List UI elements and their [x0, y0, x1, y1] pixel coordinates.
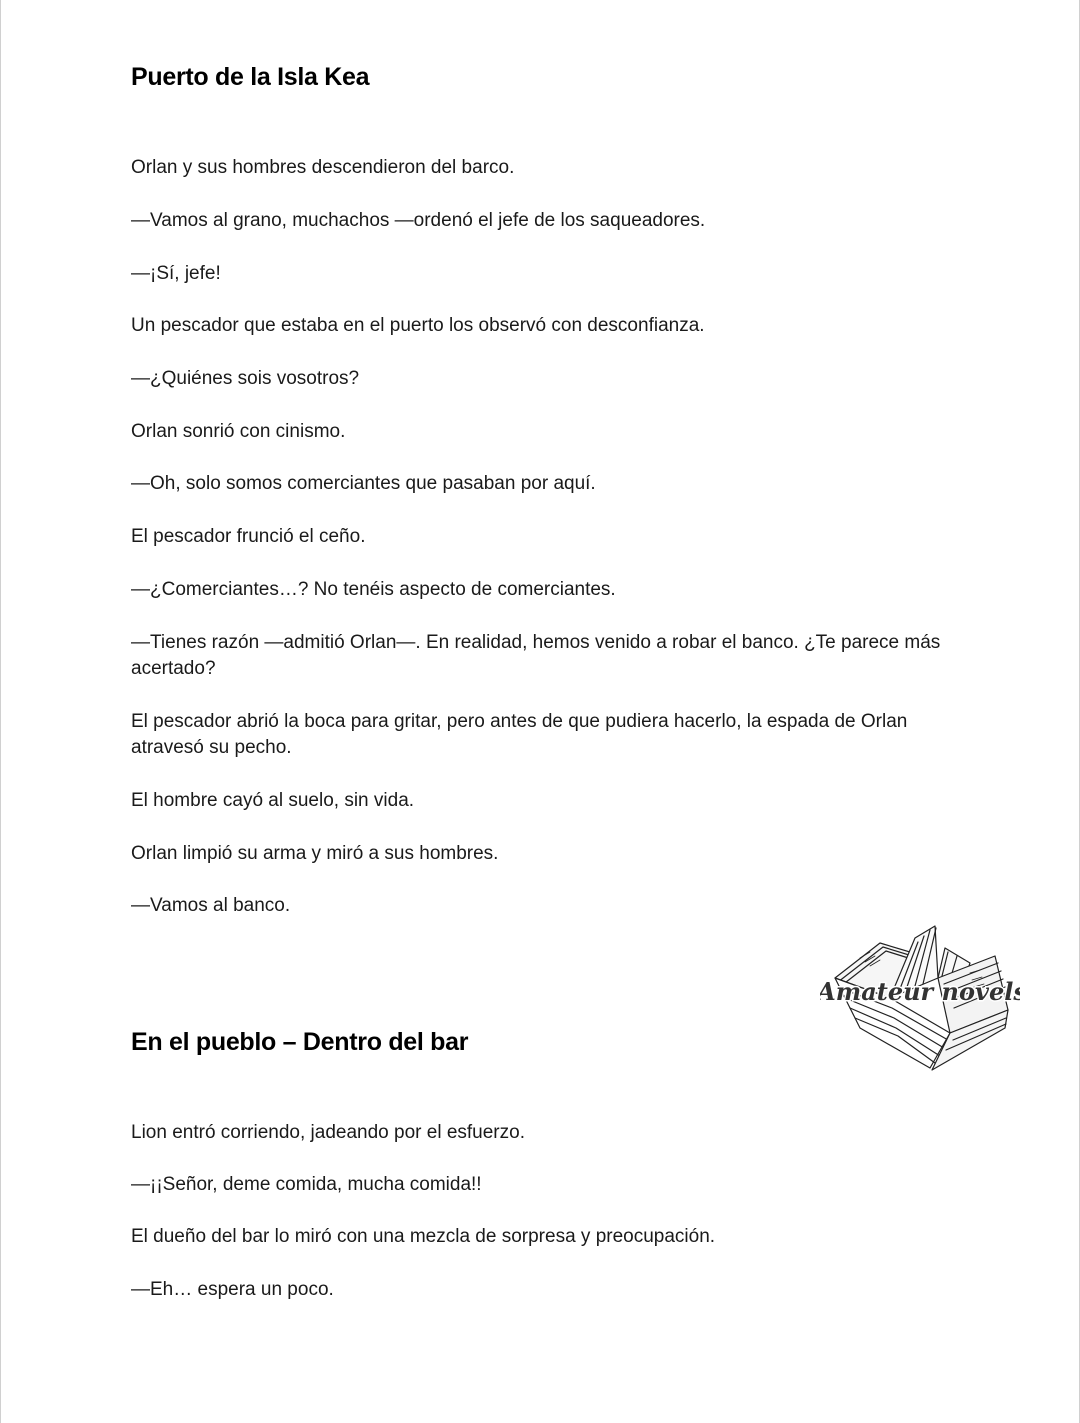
paragraph: Orlan y sus hombres descendieron del barco.: [131, 157, 515, 178]
paragraph: —Vamos al banco.: [131, 895, 291, 916]
section-title-port: Puerto de la Isla Kea: [131, 63, 370, 91]
section-title-bar: En el pueblo – Dentro del bar: [131, 1028, 469, 1056]
paragraph: —Vamos al grano, muchachos —ordenó el jefe de los saqueadores.: [131, 210, 706, 231]
paragraph: —¿Comerciantes…? No tenéis aspecto de comerciantes.: [131, 579, 616, 600]
paragraph: —¡Sí, jefe!: [131, 263, 221, 284]
paragraph: —¡¡Señor, deme comida, mucha comida!!: [131, 1174, 482, 1195]
paragraph: Orlan limpió su arma y miró a sus hombres.: [131, 843, 499, 864]
paragraph: El hombre cayó al suelo, sin vida.: [131, 790, 415, 811]
paragraph: Orlan sonrió con cinismo.: [131, 421, 346, 442]
open-book-icon: [820, 918, 1020, 1088]
paragraph: Un pescador que estaba en el puerto los observó con desconfianza.: [131, 315, 705, 336]
amateur-novels-watermark: [820, 918, 1020, 1088]
paragraph: El dueño del bar lo miró con una mezcla de sorpresa y preocupación.: [131, 1226, 716, 1247]
paragraph: —¿Quiénes sois vosotros?: [131, 368, 360, 389]
page-edge-left: [0, 0, 1, 1423]
paragraph: El pescador abrió la boca para gritar, pero antes de que pudiera hacerlo, la espada de Orlan atravesó su pecho.: [131, 711, 908, 758]
paragraph: El pescador frunció el ceño.: [131, 526, 366, 547]
paragraph: Lion entró corriendo, jadeando por el esfuerzo.: [131, 1122, 525, 1143]
watermark-text: Amateur novels: [820, 977, 1020, 1006]
paragraph: —Oh, solo somos comerciantes que pasaban por aquí.: [131, 473, 596, 494]
paragraph: —Eh… espera un poco.: [131, 1279, 334, 1300]
paragraph: —Tienes razón —admitió Orlan—. En realidad, hemos venido a robar el banco. ¿Te parece más acertado?: [131, 632, 941, 679]
